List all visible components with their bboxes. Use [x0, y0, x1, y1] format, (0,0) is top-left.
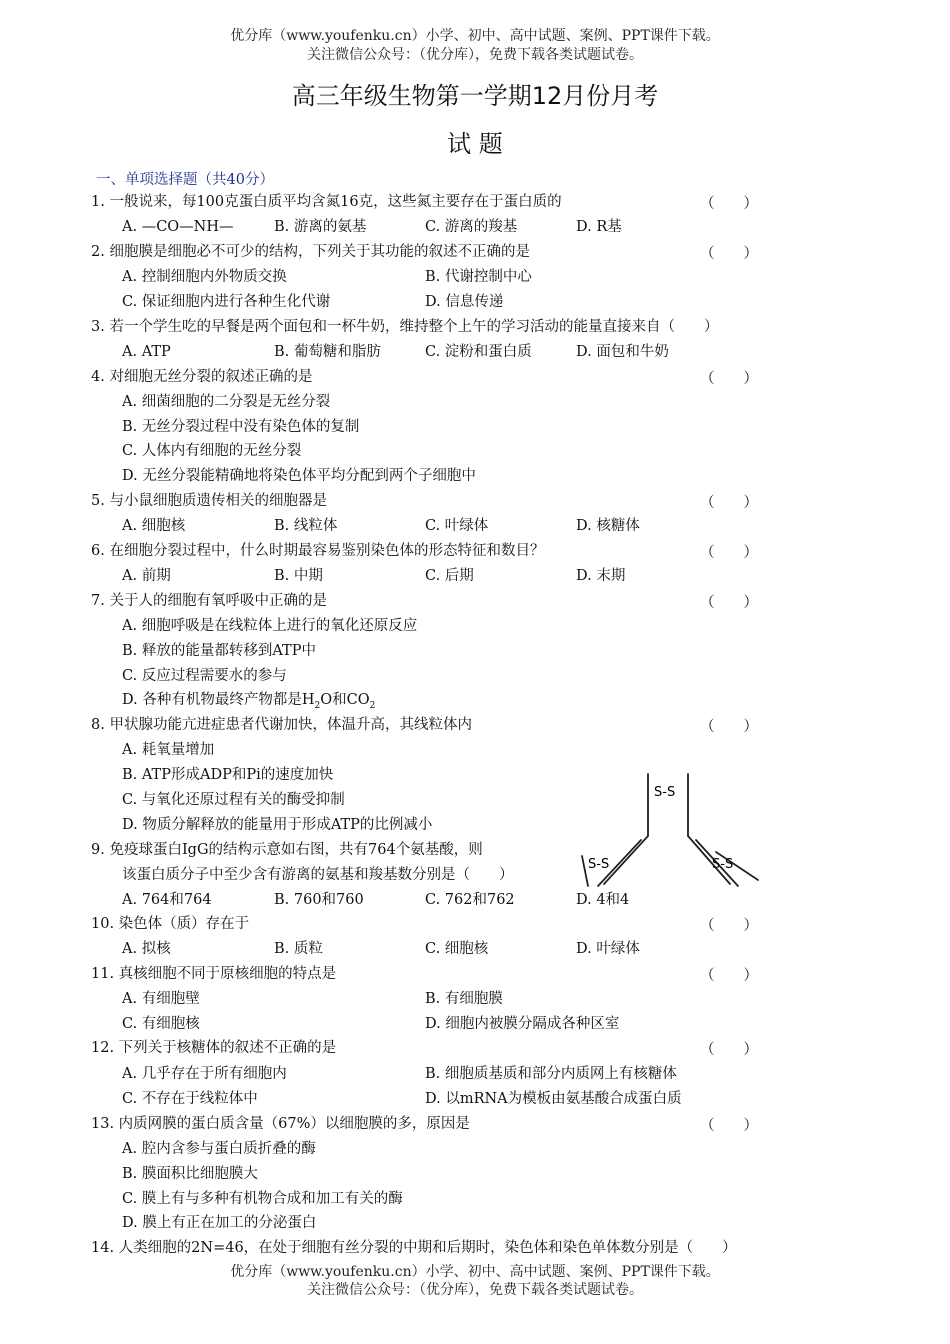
footer-banner-line1: 优分库（www.youfenku.cn）小学、初中、高中试题、案例、PPT课件下载。 — [230, 1264, 720, 1280]
q2-option-c: C. 保证细胞内进行各种生化代谢 — [122, 294, 331, 310]
igg-ss-bond-right: S-S — [712, 857, 734, 872]
q13-option-a: A. 腔内含参与蛋白质折叠的酶 — [122, 1141, 316, 1157]
q11-stem: 11. 真核细胞不同于原核细胞的特点是 — [91, 966, 337, 982]
q8-option-b: B. ATP形成ADP和Pi的速度加快 — [122, 767, 334, 783]
q8-stem: 8. 甲状腺功能亢进症患者代谢加快，体温升高，其线粒体内 — [91, 717, 472, 733]
q3-option-c: C. 淀粉和蛋白质 — [425, 344, 532, 360]
q7-option-d-mid: O和CO — [320, 692, 370, 708]
q11-option-b: B. 有细胞膜 — [425, 991, 503, 1007]
igg-ss-bond-left: S-S — [588, 857, 610, 872]
q4-option-c: C. 人体内有细胞的无丝分裂 — [122, 443, 302, 459]
q3-option-a: A. ATP — [122, 344, 171, 360]
q7-answer-paren: （ ） — [700, 595, 758, 611]
q12-answer-paren: （ ） — [700, 1042, 758, 1058]
q1-option-b: B. 游离的氨基 — [274, 219, 367, 235]
q6-answer-paren: （ ） — [700, 545, 758, 561]
q8-option-d: D. 物质分解释放的能量用于形成ATP的比例减小 — [122, 817, 433, 833]
q13-stem: 13. 内质网膜的蛋白质含量（67%）以细胞膜的多，原因是 — [91, 1116, 470, 1132]
q13-option-d: D. 膜上有正在加工的分泌蛋白 — [122, 1215, 317, 1231]
q9-stem-line2: 该蛋白质分子中至少含有游离的氨基和羧基数分别是（ ） — [122, 867, 514, 883]
q11-answer-paren: （ ） — [700, 968, 758, 984]
q1-answer-paren: （ ） — [700, 196, 758, 212]
q7-stem: 7. 关于人的细胞有氧呼吸中正确的是 — [91, 593, 327, 609]
q9-stem-line1: 9. 免疫球蛋白IgG的结构示意如右图，共有764个氨基酸，则 — [91, 842, 483, 858]
q4-answer-paren: （ ） — [700, 371, 758, 387]
page-subtitle: 试 题 — [447, 130, 503, 158]
q8-answer-paren: （ ） — [700, 719, 758, 735]
section-heading: 一、单项选择题（共40分） — [96, 172, 274, 188]
q14-stem: 14. 人类细胞的2N=46，在处于细胞有丝分裂的中期和后期时，染色体和染色单体数分别是（ ） — [91, 1240, 737, 1256]
q7-option-b: B. 释放的能量都转移到ATP中 — [122, 643, 316, 659]
igg-ss-bond-hinge: S-S — [654, 785, 676, 800]
q1-option-c: C. 游离的羧基 — [425, 219, 518, 235]
igg-heavy-chain-left-arm — [604, 836, 648, 884]
q12-option-a: A. 几乎存在于所有细胞内 — [122, 1066, 287, 1082]
q7-option-c: C. 反应过程需要水的参与 — [122, 668, 287, 684]
q9-option-b: B. 760和760 — [274, 892, 364, 908]
q6-stem: 6. 在细胞分裂过程中，什么时期最容易鉴别染色体的形态特征和数目？ — [91, 543, 545, 559]
header-banner-line1: 优分库（www.youfenku.cn）小学、初中、高中试题、案例、PPT课件下载。 — [230, 28, 720, 44]
q10-option-d: D. 叶绿体 — [576, 941, 640, 957]
q5-option-a: A. 细胞核 — [122, 518, 186, 534]
q12-option-d: D. 以mRNA为模板由氨基酸合成蛋白质 — [425, 1091, 682, 1107]
q9-option-d: D. 4和4 — [576, 892, 630, 908]
igg-structure-figure — [576, 770, 776, 890]
q3-stem: 3. 若一个学生吃的早餐是两个面包和一杯牛奶，维持整个上午的学习活动的能量直接来自（ ） — [91, 319, 719, 335]
q5-answer-paren: （ ） — [700, 495, 758, 511]
q6-option-b: B. 中期 — [274, 568, 323, 584]
q1-option-a: A. —CO—NH— — [122, 219, 234, 235]
q4-option-a: A. 细菌细胞的二分裂是无丝分裂 — [122, 394, 331, 410]
q5-option-b: B. 线粒体 — [274, 518, 338, 534]
q2-option-a: A. 控制细胞内外物质交换 — [122, 269, 287, 285]
q3-option-d: D. 面包和牛奶 — [576, 344, 669, 360]
q2-option-d: D. 信息传递 — [425, 294, 504, 310]
q7-sub-h2: 2 — [314, 700, 321, 711]
q6-option-a: A. 前期 — [122, 568, 171, 584]
q4-option-b: B. 无丝分裂过程中没有染色体的复制 — [122, 419, 360, 435]
q11-option-a: A. 有细胞壁 — [122, 991, 200, 1007]
q10-option-c: C. 细胞核 — [425, 941, 489, 957]
page-title: 高三年级生物第一学期12月份月考 — [291, 82, 659, 110]
q9-option-a: A. 764和764 — [122, 892, 212, 908]
q1-option-d: D. R基 — [576, 219, 622, 235]
q10-option-b: B. 质粒 — [274, 941, 323, 957]
q1-stem: 1. 一般说来，每100克蛋白质平均含氮16克，这些氮主要存在于蛋白质的 — [91, 194, 562, 210]
q6-option-c: C. 后期 — [425, 568, 474, 584]
q7-option-d-pre: D. 各种有机物最终产物都是H — [122, 692, 315, 708]
header-banner-line2: 关注微信公众号：（优分库），免费下载各类试题试卷。 — [307, 47, 643, 63]
q7-option-d — [122, 690, 375, 716]
q7-sub-co2: 2 — [369, 700, 376, 711]
q2-answer-paren: （ ） — [700, 246, 758, 262]
q2-stem: 2. 细胞膜是细胞必不可少的结构，下列关于其功能的叙述不正确的是 — [91, 244, 530, 260]
q5-stem: 5. 与小鼠细胞质遗传相关的细胞器是 — [91, 493, 327, 509]
q8-option-a: A. 耗氧量增加 — [122, 742, 215, 758]
q13-option-c: C. 膜上有与多种有机物合成和加工有关的酶 — [122, 1191, 403, 1207]
q12-stem: 12. 下列关于核糖体的叙述不正确的是 — [91, 1040, 337, 1056]
q8-option-c: C. 与氧化还原过程有关的酶受抑制 — [122, 792, 345, 808]
q11-option-d: D. 细胞内被膜分隔成各种区室 — [425, 1016, 620, 1032]
q7-option-a: A. 细胞呼吸是在线粒体上进行的氧化还原反应 — [122, 618, 418, 634]
q5-option-c: C. 叶绿体 — [425, 518, 489, 534]
q13-option-b: B. 膜面积比细胞膜大 — [122, 1166, 258, 1182]
q11-option-c: C. 有细胞核 — [122, 1016, 200, 1032]
q10-answer-paren: （ ） — [700, 918, 758, 934]
q12-option-b: B. 细胞质基质和部分内质网上有核糖体 — [425, 1066, 677, 1082]
q12-option-c: C. 不存在于线粒体中 — [122, 1091, 258, 1107]
q5-option-d: D. 核糖体 — [576, 518, 640, 534]
q10-stem: 10. 染色体（质）存在于 — [91, 916, 250, 932]
q4-option-d: D. 无丝分裂能精确地将染色体平均分配到两个子细胞中 — [122, 468, 476, 484]
q13-answer-paren: （ ） — [700, 1118, 758, 1134]
q4-stem: 4. 对细胞无丝分裂的叙述正确的是 — [91, 369, 313, 385]
q3-option-b: B. 葡萄糖和脂肪 — [274, 344, 381, 360]
footer-banner-line2: 关注微信公众号：（优分库），免费下载各类试题试卷。 — [307, 1282, 643, 1298]
q6-option-d: D. 末期 — [576, 568, 626, 584]
q2-option-b: B. 代谢控制中心 — [425, 269, 532, 285]
q10-option-a: A. 拟核 — [122, 941, 171, 957]
q9-option-c: C. 762和762 — [425, 892, 515, 908]
